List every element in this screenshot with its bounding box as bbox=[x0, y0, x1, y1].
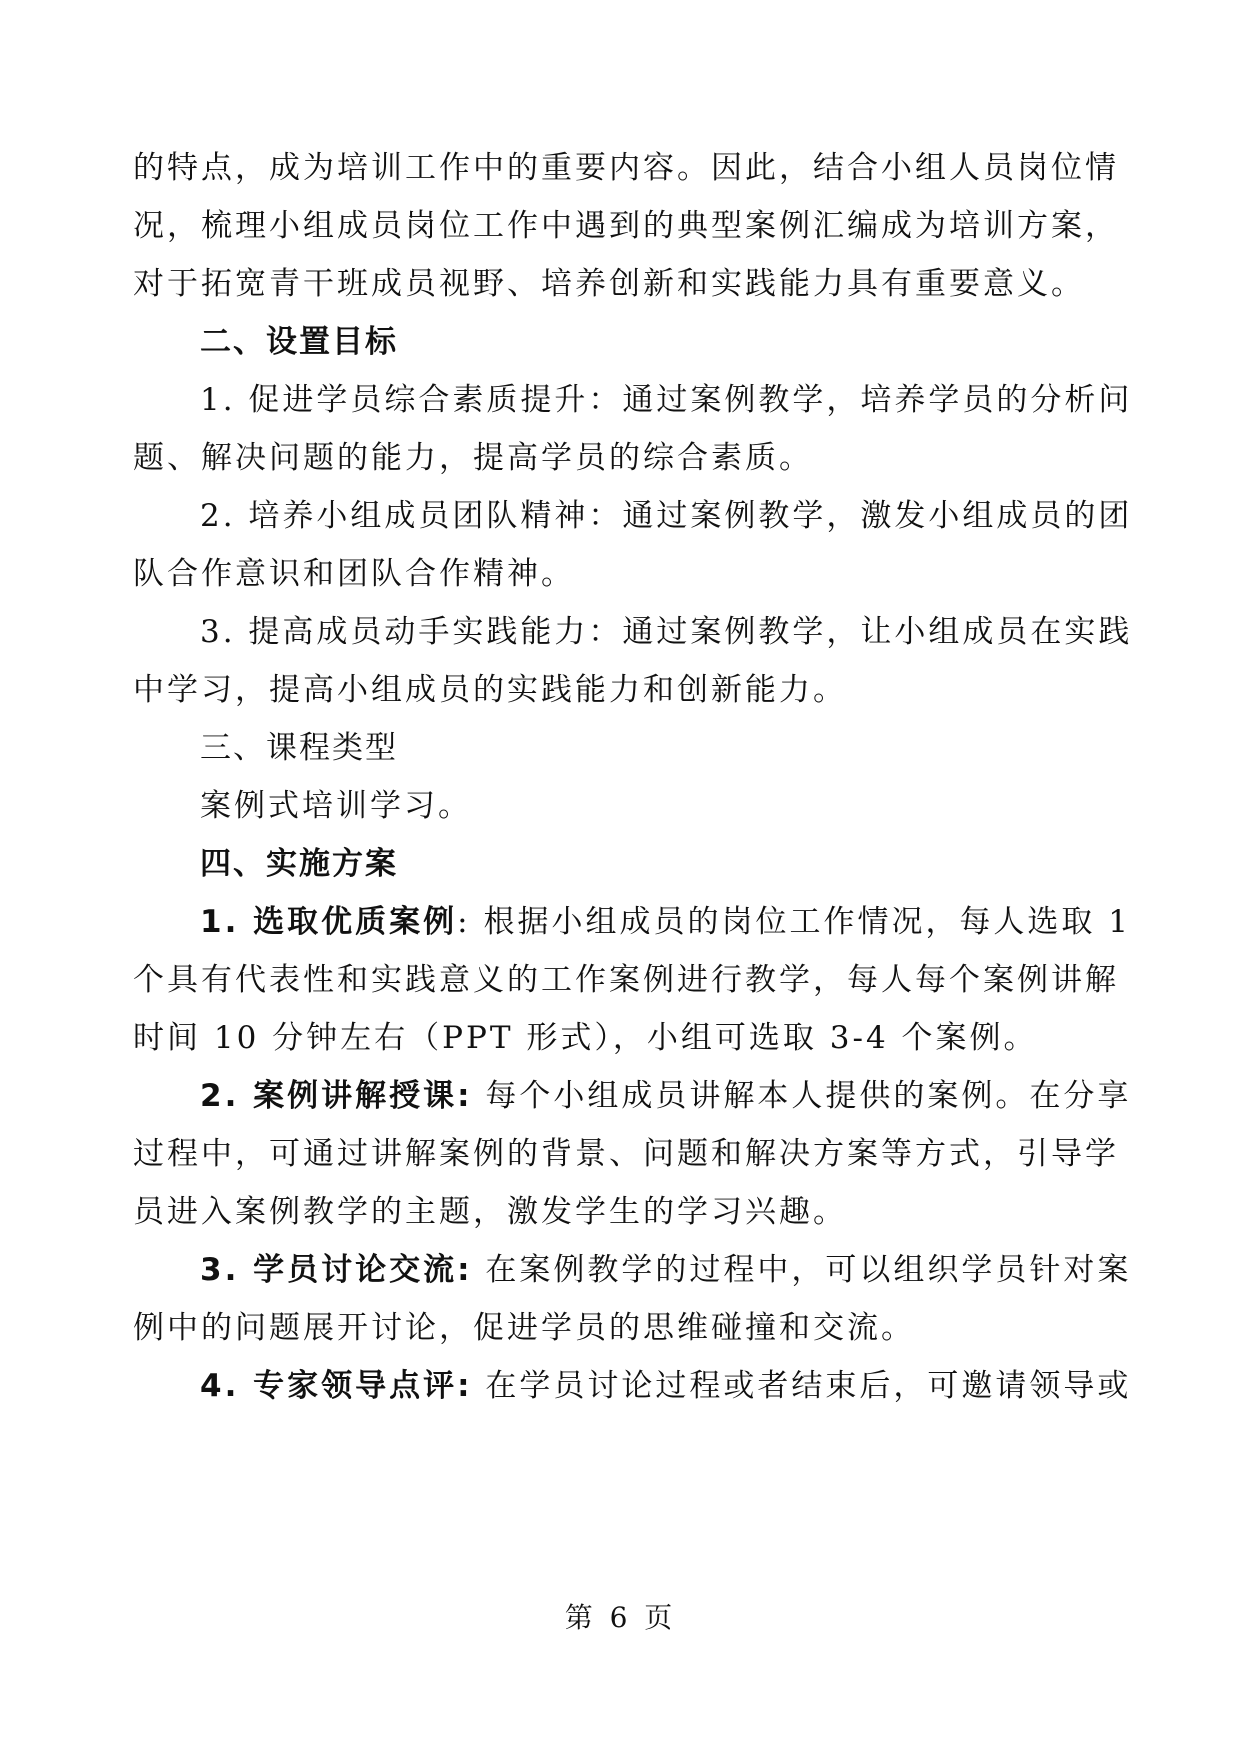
step-title: 4. 专家领导点评: bbox=[200, 1368, 473, 1404]
paragraph-line: 过程中，可通过讲解案例的背景、问题和解决方案等方式，引导学 bbox=[133, 1136, 1119, 1172]
paragraph-line: 例中的问题展开讨论，促进学员的思维碰撞和交流。 bbox=[133, 1310, 915, 1346]
paragraph-line: 的特点，成为培训工作中的重要内容。因此，结合小组人员岗位情 bbox=[133, 150, 1119, 186]
paragraph-line: 中学习，提高小组成员的实践能力和创新能力。 bbox=[133, 672, 847, 708]
step-item-1 bbox=[200, 902, 1132, 942]
step-text: : 根据小组成员的岗位工作情况，每人选取 1 bbox=[457, 904, 1132, 940]
paragraph-line: 题、解决问题的能力，提高学员的综合素质。 bbox=[133, 440, 813, 476]
step-text: 每个小组成员讲解本人提供的案例。在分享 bbox=[472, 1078, 1132, 1114]
step-title: 1. 选取优质案例 bbox=[200, 904, 458, 940]
step-item-2 bbox=[200, 1076, 1132, 1116]
paragraph-line: 况，梳理小组成员岗位工作中遇到的典型案例汇编成为培训方案， bbox=[133, 208, 1119, 244]
paragraph-line: 对于拓宽青干班成员视野、培养创新和实践能力具有重要意义。 bbox=[133, 266, 1085, 302]
paragraph-line: 队合作意识和团队合作精神。 bbox=[133, 556, 575, 592]
step-title: 3. 学员讨论交流: bbox=[200, 1252, 473, 1288]
section-heading-course-type: 三、课程类型 bbox=[200, 730, 398, 766]
goal-item-2: 2. 培养小组成员团队精神：通过案例教学，激发小组成员的团 bbox=[200, 498, 1133, 534]
step-text: 在学员讨论过程或者结束后，可邀请领导或 bbox=[472, 1368, 1132, 1404]
step-item-4 bbox=[200, 1366, 1132, 1406]
paragraph-line: 员进入案例教学的主题，激发学生的学习兴趣。 bbox=[133, 1194, 847, 1230]
step-item-3 bbox=[200, 1250, 1132, 1290]
page-number: 第 6 页 bbox=[564, 1601, 677, 1634]
paragraph-line: 时间 10 分钟左右（PPT 形式），小组可选取 3-4 个案例。 bbox=[133, 1020, 1038, 1056]
step-text: 在案例教学的过程中，可以组织学员针对案 bbox=[472, 1252, 1132, 1288]
paragraph-line: 个具有代表性和实践意义的工作案例进行教学，每人每个案例讲解 bbox=[133, 962, 1119, 998]
step-title: 2. 案例讲解授课: bbox=[200, 1078, 473, 1114]
section-heading-goals: 二、设置目标 bbox=[200, 324, 398, 360]
section-heading-implementation: 四、实施方案 bbox=[200, 846, 398, 882]
course-type-text: 案例式培训学习。 bbox=[200, 788, 472, 824]
goal-item-3: 3. 提高成员动手实践能力：通过案例教学，让小组成员在实践 bbox=[200, 614, 1133, 650]
goal-item-1: 1. 促进学员综合素质提升：通过案例教学，培养学员的分析问 bbox=[200, 382, 1133, 418]
